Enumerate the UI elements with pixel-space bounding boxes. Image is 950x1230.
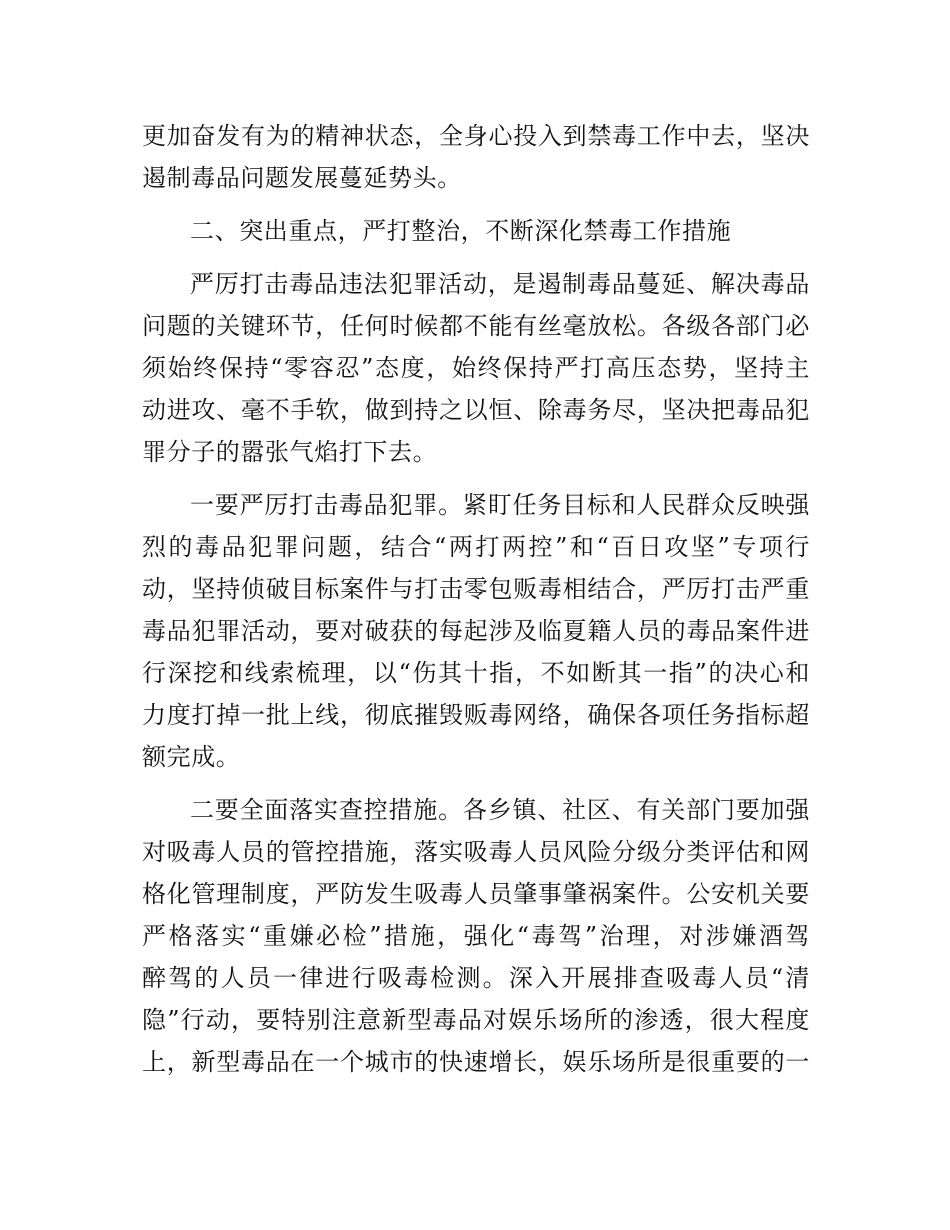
text-line: 一要严厉打击毒品犯罪。紧盯任务目标和人民群众反映强 (190, 491, 810, 519)
text-line: 罪分子的嚣张气焰打下去。 (142, 438, 438, 466)
text-line: 上，新型毒品在一个城市的快速增长，娱乐场所是很重要的一 (142, 1048, 810, 1076)
text-line: 对吸毒人员的管控措施，落实吸毒人员风险分级分类评估和网 (142, 838, 810, 866)
text-line: 格化管理制度，严防发生吸毒人员肇事肇祸案件。公安机关要 (142, 880, 810, 908)
text-line: 额完成。 (142, 743, 241, 771)
paragraph-continuation (142, 115, 810, 199)
section-heading (142, 210, 810, 252)
text-line: 醉驾的人员一律进行吸毒检测。深入开展排查吸毒人员“清 (142, 964, 810, 992)
text-line: 毒品犯罪活动，要对破获的每起涉及临夏籍人员的毒品案件进 (142, 617, 810, 645)
text-line: 动进攻、毫不手软，做到持之以恒、除毒务尽，坚决把毒品犯 (142, 396, 810, 424)
text-line: 隐”行动，要特别注意新型毒品对娱乐场所的渗透，很大程度 (142, 1006, 810, 1034)
text-line: 遏制毒品问题发展蔓延势头。 (142, 164, 462, 192)
text-line: 行深挖和线索梳理，以“伤其十指，不如断其一指”的决心和 (142, 659, 810, 687)
paragraph (142, 263, 810, 473)
text-line: 力度打掉一批上线，彻底摧毁贩毒网络，确保各项任务指标超 (142, 701, 810, 729)
text-line: 严厉打击毒品违法犯罪活动，是遏制毒品蔓延、解决毒品 (190, 270, 810, 298)
document-body (142, 115, 810, 1094)
paragraph (142, 484, 810, 778)
text-line: 二要全面落实查控措施。各乡镇、社区、有关部门要加强 (190, 796, 810, 824)
paragraph (142, 789, 810, 1083)
text-line: 烈的毒品犯罪问题，结合“两打两控”和“百日攻坚”专项行 (142, 533, 810, 561)
text-line: 更加奋发有为的精神状态，全身心投入到禁毒工作中去，坚决 (142, 122, 810, 150)
text-line: 严格落实“重嫌必检”措施，强化“毒驾”治理，对涉嫌酒驾 (142, 922, 810, 950)
text-line: 问题的关键环节，任何时候都不能有丝毫放松。各级各部门必 (142, 312, 810, 340)
text-line: 动，坚持侦破目标案件与打击零包贩毒相结合，严厉打击严重 (142, 575, 810, 603)
heading-text: 二、突出重点，严打整治，不断深化禁毒工作措施 (190, 217, 732, 245)
text-line: 须始终保持“零容忍”态度，始终保持严打高压态势，坚持主 (142, 354, 810, 382)
